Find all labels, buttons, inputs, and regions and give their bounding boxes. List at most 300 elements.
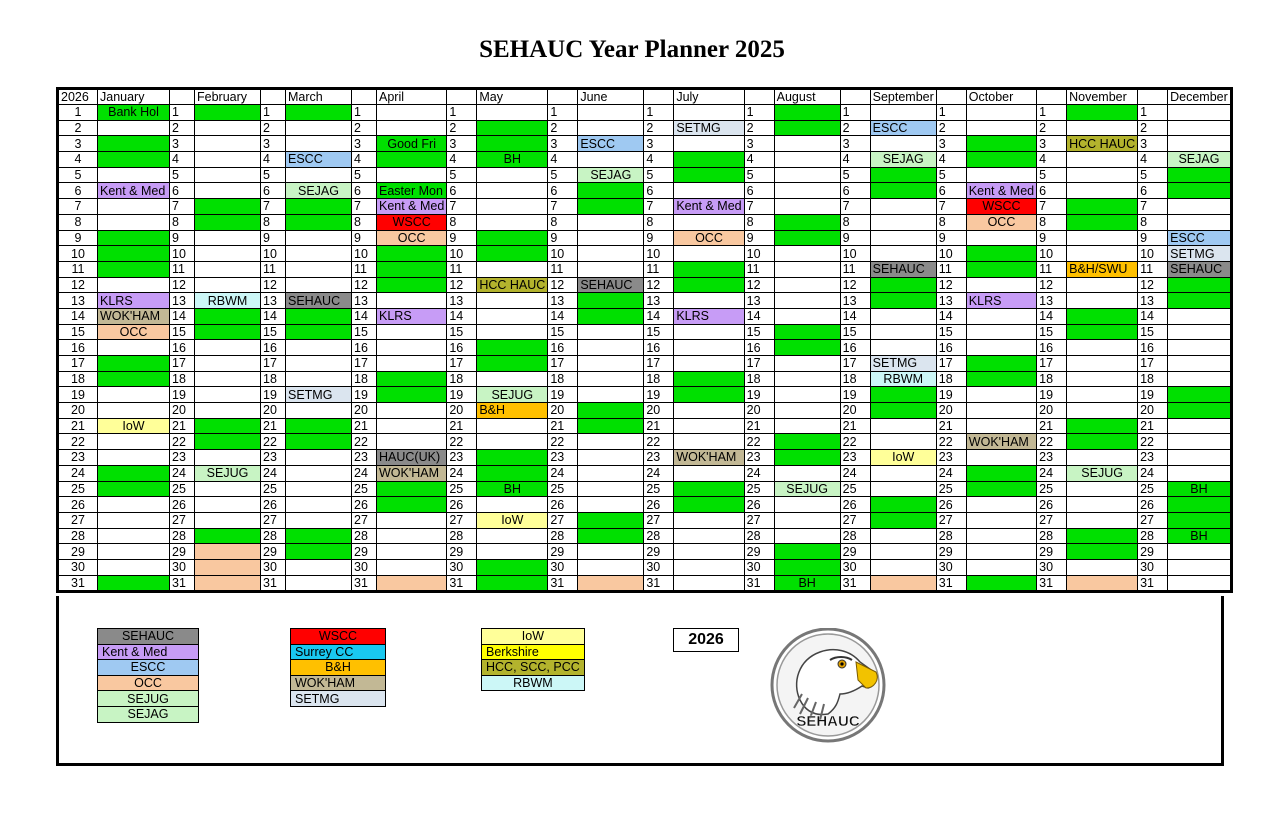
day-cell-may[interactable] xyxy=(477,261,548,277)
day-cell-january[interactable] xyxy=(98,575,170,592)
day-cell-september[interactable] xyxy=(870,544,936,560)
day-cell-march[interactable] xyxy=(286,481,352,497)
day-cell-august[interactable] xyxy=(774,371,840,387)
day-cell-december[interactable]: ESCC xyxy=(1168,230,1232,246)
day-cell-july[interactable]: OCC xyxy=(674,230,744,246)
day-cell-february[interactable] xyxy=(195,230,261,246)
day-cell-may[interactable] xyxy=(477,293,548,309)
day-cell-september[interactable] xyxy=(870,230,936,246)
day-cell-july[interactable] xyxy=(674,497,744,513)
day-cell-april[interactable]: Easter Mon xyxy=(377,183,447,199)
day-cell-july[interactable] xyxy=(674,387,744,403)
day-cell-may[interactable] xyxy=(477,230,548,246)
day-cell-october[interactable] xyxy=(966,324,1036,340)
day-cell-january[interactable] xyxy=(98,481,170,497)
day-cell-july[interactable]: Kent & Med xyxy=(674,199,744,215)
day-cell-december[interactable] xyxy=(1168,324,1232,340)
day-cell-april[interactable] xyxy=(377,544,447,560)
day-cell-november[interactable] xyxy=(1067,450,1138,466)
day-cell-november[interactable] xyxy=(1067,324,1138,340)
day-cell-july[interactable]: WOK'HAM xyxy=(674,450,744,466)
day-cell-october[interactable] xyxy=(966,371,1036,387)
day-cell-june[interactable] xyxy=(578,183,644,199)
day-cell-august[interactable]: BH xyxy=(774,575,840,592)
day-cell-july[interactable] xyxy=(674,356,744,372)
day-cell-november[interactable] xyxy=(1067,214,1138,230)
day-cell-august[interactable] xyxy=(774,324,840,340)
day-cell-january[interactable] xyxy=(98,230,170,246)
day-cell-may[interactable] xyxy=(477,450,548,466)
day-cell-september[interactable] xyxy=(870,387,936,403)
day-cell-february[interactable] xyxy=(195,559,261,575)
day-cell-december[interactable] xyxy=(1168,544,1232,560)
day-cell-april[interactable] xyxy=(377,105,447,121)
day-cell-may[interactable] xyxy=(477,418,548,434)
day-cell-january[interactable]: WOK'HAM xyxy=(98,308,170,324)
day-cell-september[interactable] xyxy=(870,497,936,513)
day-cell-april[interactable] xyxy=(377,481,447,497)
day-cell-may[interactable] xyxy=(477,120,548,136)
day-cell-september[interactable] xyxy=(870,465,936,481)
day-cell-january[interactable]: KLRS xyxy=(98,293,170,309)
day-cell-april[interactable]: KLRS xyxy=(377,308,447,324)
day-cell-may[interactable]: HCC HAUC xyxy=(477,277,548,293)
day-cell-march[interactable] xyxy=(286,199,352,215)
day-cell-september[interactable] xyxy=(870,434,936,450)
day-cell-january[interactable] xyxy=(98,277,170,293)
day-cell-august[interactable] xyxy=(774,293,840,309)
day-cell-july[interactable] xyxy=(674,324,744,340)
day-cell-may[interactable] xyxy=(477,340,548,356)
day-cell-july[interactable] xyxy=(674,528,744,544)
day-cell-june[interactable] xyxy=(578,293,644,309)
day-cell-july[interactable] xyxy=(674,544,744,560)
day-cell-september[interactable] xyxy=(870,214,936,230)
day-cell-november[interactable] xyxy=(1067,308,1138,324)
day-cell-august[interactable] xyxy=(774,418,840,434)
day-cell-september[interactable] xyxy=(870,167,936,183)
day-cell-february[interactable] xyxy=(195,434,261,450)
day-cell-november[interactable] xyxy=(1067,481,1138,497)
day-cell-january[interactable] xyxy=(98,120,170,136)
day-cell-june[interactable] xyxy=(578,559,644,575)
day-cell-june[interactable] xyxy=(578,371,644,387)
day-cell-march[interactable] xyxy=(286,324,352,340)
day-cell-august[interactable] xyxy=(774,528,840,544)
day-cell-april[interactable] xyxy=(377,497,447,513)
day-cell-august[interactable] xyxy=(774,356,840,372)
day-cell-may[interactable] xyxy=(477,167,548,183)
day-cell-september[interactable]: SEJAG xyxy=(870,152,936,168)
day-cell-may[interactable]: SEJUG xyxy=(477,387,548,403)
day-cell-january[interactable] xyxy=(98,528,170,544)
day-cell-march[interactable] xyxy=(286,340,352,356)
day-cell-march[interactable] xyxy=(286,544,352,560)
day-cell-october[interactable]: Kent & Med xyxy=(966,183,1036,199)
day-cell-november[interactable] xyxy=(1067,340,1138,356)
day-cell-november[interactable] xyxy=(1067,528,1138,544)
day-cell-february[interactable] xyxy=(195,136,261,152)
day-cell-may[interactable] xyxy=(477,214,548,230)
day-cell-september[interactable] xyxy=(870,528,936,544)
day-cell-january[interactable] xyxy=(98,246,170,262)
day-cell-december[interactable]: BH xyxy=(1168,528,1232,544)
day-cell-may[interactable] xyxy=(477,371,548,387)
day-cell-august[interactable] xyxy=(774,214,840,230)
day-cell-june[interactable] xyxy=(578,261,644,277)
day-cell-may[interactable]: BH xyxy=(477,152,548,168)
day-cell-december[interactable] xyxy=(1168,293,1232,309)
day-cell-june[interactable] xyxy=(578,403,644,419)
day-cell-march[interactable] xyxy=(286,230,352,246)
day-cell-may[interactable] xyxy=(477,183,548,199)
day-cell-may[interactable] xyxy=(477,575,548,592)
day-cell-november[interactable] xyxy=(1067,152,1138,168)
day-cell-june[interactable] xyxy=(578,434,644,450)
day-cell-april[interactable] xyxy=(377,575,447,592)
day-cell-august[interactable] xyxy=(774,559,840,575)
day-cell-may[interactable]: B&H xyxy=(477,403,548,419)
day-cell-december[interactable] xyxy=(1168,403,1232,419)
day-cell-september[interactable] xyxy=(870,136,936,152)
day-cell-february[interactable] xyxy=(195,308,261,324)
day-cell-december[interactable]: SETMG xyxy=(1168,246,1232,262)
day-cell-june[interactable] xyxy=(578,324,644,340)
day-cell-october[interactable] xyxy=(966,544,1036,560)
day-cell-december[interactable] xyxy=(1168,308,1232,324)
day-cell-april[interactable]: WOK'HAM xyxy=(377,465,447,481)
day-cell-october[interactable] xyxy=(966,387,1036,403)
day-cell-february[interactable] xyxy=(195,183,261,199)
day-cell-july[interactable] xyxy=(674,277,744,293)
day-cell-april[interactable] xyxy=(377,340,447,356)
day-cell-february[interactable]: RBWM xyxy=(195,293,261,309)
day-cell-november[interactable] xyxy=(1067,277,1138,293)
day-cell-march[interactable] xyxy=(286,120,352,136)
day-cell-march[interactable] xyxy=(286,559,352,575)
day-cell-october[interactable] xyxy=(966,528,1036,544)
day-cell-january[interactable] xyxy=(98,167,170,183)
day-cell-march[interactable] xyxy=(286,575,352,592)
day-cell-march[interactable] xyxy=(286,497,352,513)
day-cell-july[interactable] xyxy=(674,418,744,434)
day-cell-september[interactable] xyxy=(870,512,936,528)
day-cell-april[interactable] xyxy=(377,356,447,372)
day-cell-august[interactable] xyxy=(774,261,840,277)
day-cell-december[interactable] xyxy=(1168,340,1232,356)
day-cell-february[interactable] xyxy=(195,167,261,183)
day-cell-october[interactable] xyxy=(966,152,1036,168)
day-cell-october[interactable]: WOK'HAM xyxy=(966,434,1036,450)
day-cell-june[interactable] xyxy=(578,246,644,262)
day-cell-november[interactable] xyxy=(1067,356,1138,372)
day-cell-april[interactable] xyxy=(377,246,447,262)
day-cell-june[interactable] xyxy=(578,575,644,592)
day-cell-may[interactable]: BH xyxy=(477,481,548,497)
day-cell-october[interactable] xyxy=(966,356,1036,372)
day-cell-december[interactable]: BH xyxy=(1168,481,1232,497)
day-cell-june[interactable] xyxy=(578,544,644,560)
day-cell-march[interactable] xyxy=(286,465,352,481)
day-cell-august[interactable] xyxy=(774,120,840,136)
day-cell-august[interactable] xyxy=(774,308,840,324)
day-cell-june[interactable] xyxy=(578,356,644,372)
day-cell-september[interactable]: IoW xyxy=(870,450,936,466)
day-cell-october[interactable] xyxy=(966,136,1036,152)
day-cell-march[interactable] xyxy=(286,434,352,450)
day-cell-july[interactable] xyxy=(674,403,744,419)
day-cell-february[interactable] xyxy=(195,371,261,387)
day-cell-march[interactable]: SEHAUC xyxy=(286,293,352,309)
day-cell-november[interactable] xyxy=(1067,544,1138,560)
day-cell-april[interactable] xyxy=(377,418,447,434)
day-cell-june[interactable] xyxy=(578,512,644,528)
day-cell-october[interactable] xyxy=(966,340,1036,356)
day-cell-june[interactable]: ESCC xyxy=(578,136,644,152)
day-cell-march[interactable] xyxy=(286,167,352,183)
day-cell-march[interactable] xyxy=(286,277,352,293)
day-cell-april[interactable] xyxy=(377,152,447,168)
day-cell-august[interactable] xyxy=(774,277,840,293)
day-cell-october[interactable]: WSCC xyxy=(966,199,1036,215)
day-cell-august[interactable]: SEJUG xyxy=(774,481,840,497)
day-cell-april[interactable] xyxy=(377,371,447,387)
day-cell-july[interactable] xyxy=(674,152,744,168)
day-cell-december[interactable] xyxy=(1168,183,1232,199)
day-cell-july[interactable] xyxy=(674,136,744,152)
day-cell-november[interactable]: HCC HAUC xyxy=(1067,136,1138,152)
day-cell-july[interactable] xyxy=(674,465,744,481)
day-cell-july[interactable] xyxy=(674,575,744,592)
day-cell-june[interactable] xyxy=(578,199,644,215)
day-cell-september[interactable] xyxy=(870,340,936,356)
day-cell-december[interactable] xyxy=(1168,277,1232,293)
day-cell-july[interactable] xyxy=(674,512,744,528)
day-cell-january[interactable] xyxy=(98,497,170,513)
day-cell-january[interactable] xyxy=(98,371,170,387)
day-cell-september[interactable] xyxy=(870,183,936,199)
day-cell-may[interactable] xyxy=(477,324,548,340)
day-cell-april[interactable] xyxy=(377,293,447,309)
day-cell-september[interactable]: ESCC xyxy=(870,120,936,136)
day-cell-october[interactable] xyxy=(966,120,1036,136)
day-cell-september[interactable] xyxy=(870,575,936,592)
day-cell-february[interactable] xyxy=(195,277,261,293)
day-cell-december[interactable] xyxy=(1168,434,1232,450)
day-cell-august[interactable] xyxy=(774,450,840,466)
day-cell-september[interactable] xyxy=(870,277,936,293)
day-cell-may[interactable] xyxy=(477,544,548,560)
day-cell-november[interactable] xyxy=(1067,167,1138,183)
day-cell-february[interactable] xyxy=(195,214,261,230)
day-cell-september[interactable] xyxy=(870,105,936,121)
day-cell-december[interactable] xyxy=(1168,575,1232,592)
day-cell-november[interactable] xyxy=(1067,105,1138,121)
day-cell-september[interactable] xyxy=(870,308,936,324)
day-cell-august[interactable] xyxy=(774,105,840,121)
day-cell-august[interactable] xyxy=(774,183,840,199)
day-cell-march[interactable]: SETMG xyxy=(286,387,352,403)
day-cell-march[interactable] xyxy=(286,450,352,466)
day-cell-january[interactable] xyxy=(98,465,170,481)
day-cell-december[interactable] xyxy=(1168,465,1232,481)
day-cell-february[interactable] xyxy=(195,340,261,356)
day-cell-may[interactable] xyxy=(477,105,548,121)
day-cell-january[interactable] xyxy=(98,387,170,403)
day-cell-january[interactable] xyxy=(98,356,170,372)
day-cell-november[interactable]: SEJUG xyxy=(1067,465,1138,481)
day-cell-february[interactable] xyxy=(195,120,261,136)
day-cell-march[interactable] xyxy=(286,105,352,121)
day-cell-april[interactable]: HAUC(UK) xyxy=(377,450,447,466)
day-cell-november[interactable] xyxy=(1067,120,1138,136)
day-cell-august[interactable] xyxy=(774,246,840,262)
day-cell-june[interactable] xyxy=(578,528,644,544)
day-cell-october[interactable] xyxy=(966,418,1036,434)
day-cell-april[interactable] xyxy=(377,559,447,575)
day-cell-june[interactable] xyxy=(578,308,644,324)
day-cell-december[interactable] xyxy=(1168,497,1232,513)
day-cell-october[interactable] xyxy=(966,559,1036,575)
day-cell-december[interactable] xyxy=(1168,199,1232,215)
day-cell-december[interactable] xyxy=(1168,167,1232,183)
day-cell-september[interactable]: SETMG xyxy=(870,356,936,372)
day-cell-october[interactable] xyxy=(966,167,1036,183)
day-cell-august[interactable] xyxy=(774,167,840,183)
day-cell-december[interactable] xyxy=(1168,136,1232,152)
day-cell-february[interactable] xyxy=(195,497,261,513)
day-cell-february[interactable] xyxy=(195,512,261,528)
day-cell-december[interactable] xyxy=(1168,418,1232,434)
day-cell-march[interactable] xyxy=(286,512,352,528)
day-cell-april[interactable]: Good Fri xyxy=(377,136,447,152)
day-cell-october[interactable] xyxy=(966,497,1036,513)
day-cell-october[interactable]: KLRS xyxy=(966,293,1036,309)
day-cell-october[interactable] xyxy=(966,261,1036,277)
day-cell-september[interactable]: SEHAUC xyxy=(870,261,936,277)
day-cell-april[interactable]: OCC xyxy=(377,230,447,246)
day-cell-october[interactable] xyxy=(966,465,1036,481)
day-cell-october[interactable] xyxy=(966,512,1036,528)
day-cell-october[interactable] xyxy=(966,277,1036,293)
day-cell-august[interactable] xyxy=(774,152,840,168)
day-cell-december[interactable] xyxy=(1168,450,1232,466)
day-cell-august[interactable] xyxy=(774,199,840,215)
day-cell-march[interactable]: SEJAG xyxy=(286,183,352,199)
day-cell-july[interactable] xyxy=(674,559,744,575)
day-cell-july[interactable] xyxy=(674,183,744,199)
day-cell-june[interactable] xyxy=(578,152,644,168)
day-cell-august[interactable] xyxy=(774,340,840,356)
day-cell-december[interactable] xyxy=(1168,120,1232,136)
day-cell-november[interactable] xyxy=(1067,418,1138,434)
day-cell-september[interactable] xyxy=(870,324,936,340)
day-cell-october[interactable] xyxy=(966,450,1036,466)
day-cell-july[interactable] xyxy=(674,481,744,497)
day-cell-november[interactable] xyxy=(1067,559,1138,575)
day-cell-june[interactable] xyxy=(578,418,644,434)
day-cell-march[interactable] xyxy=(286,403,352,419)
day-cell-january[interactable] xyxy=(98,559,170,575)
day-cell-july[interactable] xyxy=(674,261,744,277)
day-cell-august[interactable] xyxy=(774,230,840,246)
day-cell-october[interactable] xyxy=(966,308,1036,324)
day-cell-march[interactable] xyxy=(286,214,352,230)
day-cell-june[interactable] xyxy=(578,230,644,246)
day-cell-april[interactable]: Kent & Med xyxy=(377,199,447,215)
day-cell-july[interactable] xyxy=(674,371,744,387)
day-cell-february[interactable] xyxy=(195,356,261,372)
day-cell-may[interactable] xyxy=(477,199,548,215)
day-cell-january[interactable] xyxy=(98,403,170,419)
day-cell-december[interactable] xyxy=(1168,356,1232,372)
day-cell-september[interactable]: RBWM xyxy=(870,371,936,387)
day-cell-june[interactable] xyxy=(578,387,644,403)
day-cell-august[interactable] xyxy=(774,136,840,152)
day-cell-march[interactable] xyxy=(286,418,352,434)
day-cell-may[interactable] xyxy=(477,528,548,544)
day-cell-june[interactable] xyxy=(578,450,644,466)
day-cell-august[interactable] xyxy=(774,497,840,513)
day-cell-july[interactable] xyxy=(674,293,744,309)
day-cell-may[interactable] xyxy=(477,136,548,152)
day-cell-september[interactable] xyxy=(870,481,936,497)
day-cell-march[interactable] xyxy=(286,261,352,277)
day-cell-february[interactable] xyxy=(195,261,261,277)
day-cell-november[interactable] xyxy=(1067,230,1138,246)
day-cell-november[interactable] xyxy=(1067,371,1138,387)
day-cell-january[interactable] xyxy=(98,512,170,528)
day-cell-may[interactable] xyxy=(477,465,548,481)
day-cell-december[interactable] xyxy=(1168,371,1232,387)
day-cell-november[interactable] xyxy=(1067,434,1138,450)
day-cell-may[interactable]: IoW xyxy=(477,512,548,528)
day-cell-may[interactable] xyxy=(477,434,548,450)
day-cell-january[interactable]: IoW xyxy=(98,418,170,434)
day-cell-january[interactable]: OCC xyxy=(98,324,170,340)
day-cell-february[interactable] xyxy=(195,246,261,262)
day-cell-january[interactable] xyxy=(98,261,170,277)
day-cell-february[interactable] xyxy=(195,575,261,592)
day-cell-august[interactable] xyxy=(774,544,840,560)
day-cell-august[interactable] xyxy=(774,387,840,403)
day-cell-february[interactable] xyxy=(195,105,261,121)
day-cell-december[interactable] xyxy=(1168,214,1232,230)
day-cell-november[interactable] xyxy=(1067,512,1138,528)
day-cell-june[interactable] xyxy=(578,481,644,497)
day-cell-october[interactable] xyxy=(966,246,1036,262)
day-cell-october[interactable] xyxy=(966,481,1036,497)
day-cell-january[interactable]: Kent & Med xyxy=(98,183,170,199)
day-cell-february[interactable] xyxy=(195,481,261,497)
day-cell-november[interactable] xyxy=(1067,183,1138,199)
day-cell-may[interactable] xyxy=(477,356,548,372)
day-cell-july[interactable] xyxy=(674,246,744,262)
day-cell-april[interactable] xyxy=(377,120,447,136)
day-cell-february[interactable] xyxy=(195,528,261,544)
day-cell-november[interactable] xyxy=(1067,199,1138,215)
day-cell-september[interactable] xyxy=(870,199,936,215)
day-cell-november[interactable] xyxy=(1067,387,1138,403)
day-cell-june[interactable] xyxy=(578,465,644,481)
day-cell-april[interactable] xyxy=(377,324,447,340)
day-cell-october[interactable] xyxy=(966,230,1036,246)
day-cell-march[interactable] xyxy=(286,136,352,152)
day-cell-september[interactable] xyxy=(870,559,936,575)
day-cell-april[interactable] xyxy=(377,167,447,183)
day-cell-january[interactable] xyxy=(98,450,170,466)
day-cell-september[interactable] xyxy=(870,403,936,419)
